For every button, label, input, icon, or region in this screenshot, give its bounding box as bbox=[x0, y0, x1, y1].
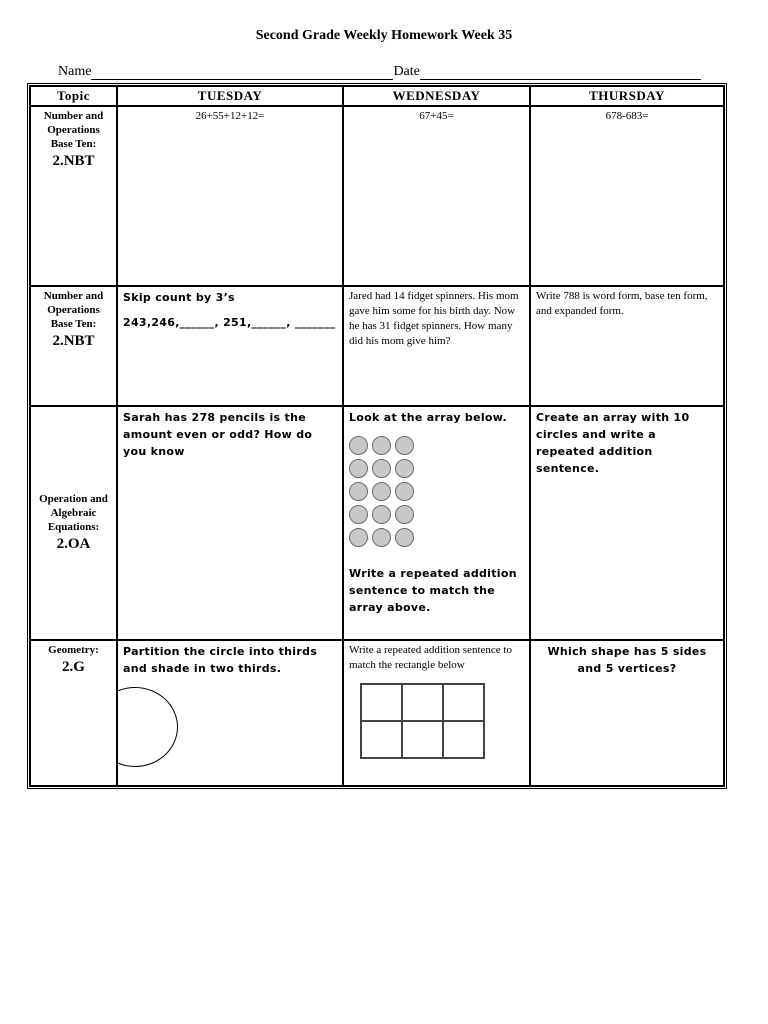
header-row bbox=[30, 86, 724, 106]
tuesday-task: Sarah has 278 pencils is the amount even or odd? How do you know bbox=[117, 406, 343, 640]
rectangle-cell bbox=[402, 721, 443, 758]
array-dot bbox=[349, 436, 368, 455]
name-label: Name bbox=[58, 64, 92, 79]
tuesday-task: 26+55+12+12= bbox=[117, 106, 343, 286]
topic-cell bbox=[30, 406, 117, 640]
topic-code: 2.NBT bbox=[52, 153, 95, 169]
array-dot bbox=[372, 528, 391, 547]
table-row bbox=[30, 640, 724, 786]
thursday-task: Which shape has 5 sides and 5 vertices? bbox=[530, 640, 724, 786]
wednesday-task bbox=[343, 640, 530, 786]
thursday-task: Create an array with 10 circles and write a repeated addition sentence. bbox=[530, 406, 724, 640]
wednesday-task bbox=[343, 406, 530, 640]
topic-cell bbox=[30, 106, 117, 286]
array-dot bbox=[349, 505, 368, 524]
table-row bbox=[30, 406, 724, 640]
array-dot bbox=[372, 436, 391, 455]
array-dot bbox=[395, 505, 414, 524]
array-prompt: Look at the array below. bbox=[349, 411, 508, 424]
array-dot bbox=[372, 505, 391, 524]
name-field[interactable] bbox=[91, 65, 393, 80]
array-dot bbox=[372, 459, 391, 478]
array-dot bbox=[395, 482, 414, 501]
name-date-line bbox=[58, 64, 701, 80]
page-title: Second Grade Weekly Homework Week 35 bbox=[255, 28, 513, 43]
array-dot bbox=[395, 528, 414, 547]
tuesday-header: TUESDAY bbox=[117, 86, 343, 106]
skip-count-prompt: Skip count by 3’s bbox=[123, 291, 235, 304]
dot-array bbox=[349, 436, 524, 547]
topic-text: Geometry: bbox=[48, 644, 99, 656]
thursday-task: 678-683= bbox=[530, 106, 724, 286]
topic-header: Topic bbox=[30, 86, 117, 106]
wednesday-header: WEDNESDAY bbox=[343, 86, 530, 106]
topic-cell bbox=[30, 286, 117, 406]
topic-code: 2.G bbox=[62, 659, 85, 675]
tuesday-task bbox=[117, 640, 343, 786]
rectangle-cell bbox=[361, 721, 402, 758]
table-row bbox=[30, 106, 724, 286]
thursday-header: THURSDAY bbox=[530, 86, 724, 106]
array-dot bbox=[349, 482, 368, 501]
topic-cell bbox=[30, 640, 117, 786]
partition-prompt: Partition the circle into thirds and shade in two thirds. bbox=[123, 645, 318, 675]
date-label: Date bbox=[393, 64, 420, 79]
topic-text: Number and Operations Base Ten: bbox=[43, 110, 104, 150]
rectangle-prompt: Write a repeated addition sentence to match the rectangle below bbox=[349, 644, 512, 671]
date-field[interactable] bbox=[420, 65, 701, 80]
array-instruction: Write a repeated addition sentence to match the array above. bbox=[349, 567, 517, 614]
rectangle-cell bbox=[443, 721, 484, 758]
array-dot bbox=[395, 436, 414, 455]
topic-text: Number and Operations Base Ten: bbox=[43, 290, 104, 330]
circle-shape[interactable] bbox=[117, 687, 178, 767]
rectangle-cell bbox=[402, 684, 443, 721]
wednesday-task: 67+45= bbox=[343, 106, 530, 286]
rectangle-grid bbox=[360, 683, 485, 759]
skip-count-sequence: 243,246,______, 251,______, _______ bbox=[123, 316, 336, 329]
array-dot bbox=[372, 482, 391, 501]
thursday-task: Write 788 is word form, base ten form, and expanded form. bbox=[530, 286, 724, 406]
homework-table bbox=[27, 83, 727, 789]
rectangle-cell bbox=[443, 684, 484, 721]
topic-code: 2.OA bbox=[56, 536, 91, 552]
array-dot bbox=[349, 459, 368, 478]
topic-code: 2.NBT bbox=[52, 333, 95, 349]
array-dot bbox=[395, 459, 414, 478]
array-dot bbox=[349, 528, 368, 547]
tuesday-task bbox=[117, 286, 343, 406]
wednesday-task: Jared had 14 fidget spinners. His mom gave him some for his birth day. Now he has 31 fidget spinners. How many did his mom give him? bbox=[343, 286, 530, 406]
topic-text: Operation and Algebraic Equations: bbox=[39, 493, 108, 533]
rectangle-cell bbox=[361, 684, 402, 721]
table-row bbox=[30, 286, 724, 406]
